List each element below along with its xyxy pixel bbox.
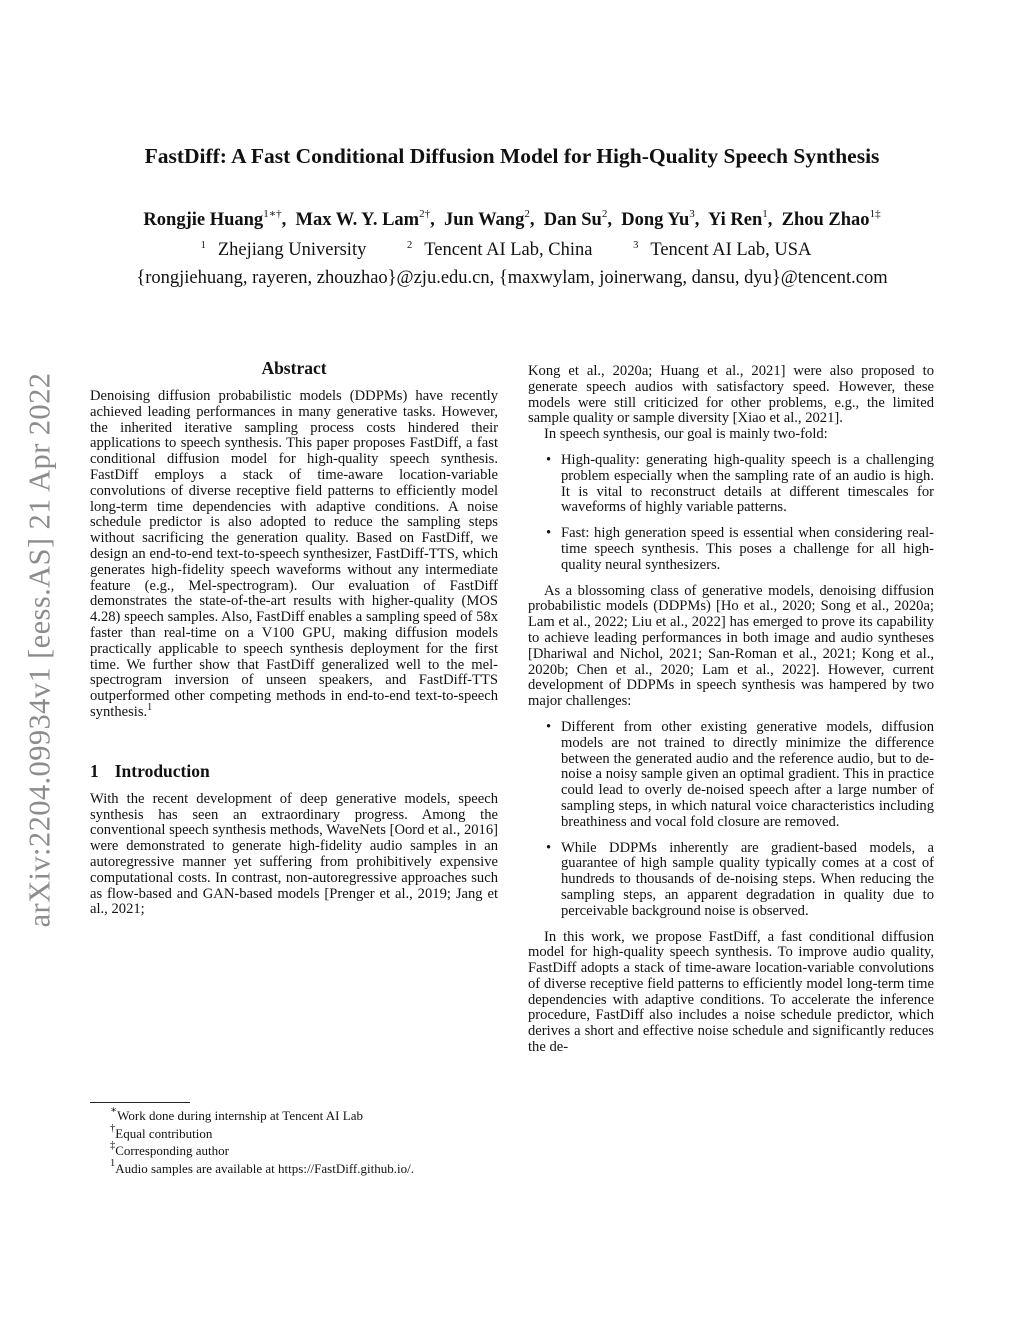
challenges-list xyxy=(528,720,934,920)
affiliation: $^1$ Zhejiang University xyxy=(200,240,367,260)
author: Max W. Y. Lam$^{2\dagger}$ xyxy=(295,208,431,230)
author: Yi Ren$^1$ xyxy=(707,208,768,230)
bullet-glyph: • xyxy=(546,839,552,856)
footnote-divider xyxy=(90,1102,190,1103)
arxiv-identifier-text: arXiv:2204.09934v1 [eess.AS] 21 Apr 2022 xyxy=(22,372,57,928)
affiliation: $^2$ Tencent AI Lab, China xyxy=(406,240,593,260)
footnote: †Equal contribution xyxy=(110,1122,213,1141)
author: Rongjie Huang$^{1∗\dagger}$ xyxy=(143,208,282,230)
paper-title: FastDiff: A Fast Conditional Diffusion Model for High-Quality Speech Synthesis xyxy=(144,144,880,168)
author-emails: {rongjiehuang, rayeren, zhouzhao}@zju.edu.cn, {maxwylam, joinerwang, dansu, dyu}@tencent.com xyxy=(136,268,888,288)
list-item: • Different from other existing generative models, diffusion models are not trained to directly minimize the difference between the generated audio and the reference audio, but to de-noise a noisy sample given an optimal gradient. This in practice could lead to overly de-noised speech after a large number of sampling steps, in which natural voice characteristics including breathiness and vocal fold closure are removed. xyxy=(546,718,934,830)
ddpm-paragraph: As a blossoming class of generative models, denoising diffusion probabilistic models (DDPMs) [Ho et al., 2020; Song et al., 2020a; Lam et al., 2022; Liu et al., 2022] has emerged to prove its capability to achieve leading performances in both image and audio syntheses [Dhariwal and Nichol, 2021; San-Roman et al., 2021; Kong et al., 2020b; Chen et al., 2020; Lam et al., 2022]. However, current development of DDPMs in speech synthesis was hampered by two major challenges: xyxy=(528,582,934,710)
arxiv-identifier-stamp xyxy=(20,345,60,955)
section-heading-introduction: 1 Introduction xyxy=(90,760,210,781)
bullet-glyph: • xyxy=(546,718,552,735)
abstract-body: Denoising diffusion probabilistic models (DDPMs) have recently achieved leading performances in many generative tasks. However, the inherited iterative sampling process costs hindered their applications to speech synthesis. This paper proposes FastDiff, a fast conditional diffusion model for high-quality speech synthesis. FastDiff employs a stack of time-aware location-variable convolutions of diverse receptive field patterns to efficiently model long-term time dependencies with adaptive conditions. A noise schedule predictor is also adopted to reduce the sampling steps without sacrificing the generation quality. Based on FastDiff, we design an end-to-end text-to-speech synthesizer, FastDiff-TTS, which generates high-fidelity speech waveforms without any intermediate feature (e.g., Mel-spectrogram). Our evaluation of FastDiff demonstrates the state-of-the-art results with higher-quality (MOS 4.28) speech samples. Also, FastDiff enables a sampling speed of 58x faster than real-time on a V100 GPU, making diffusion models practically applicable to speech synthesis deployment for the first time. We further show that FastDiff generalized well to the mel-spectrogram inversion of unseen speakers, and FastDiff-TTS outperformed other competing methods in end-to-end text-to-speech synthesis.$^1$ xyxy=(90,388,498,720)
footnote: ∗Work done during internship at Tencent AI Lab xyxy=(110,1105,363,1123)
list-item: • While DDPMs inherently are gradient-based models, a guarantee of high sample quality typically comes at a cost of hundreds to thousands of de-noising steps. When reducing the sampling steps, an apparent degradation in quality due to perceivable background noise is observed. xyxy=(546,839,934,919)
affiliation: $^3$ Tencent AI Lab, USA xyxy=(633,240,812,260)
footnote: ‡Corresponding author xyxy=(110,1140,229,1158)
author-list: Rongjie Huang$^{1∗\dagger}$, Max W. Y. Lam$^{2\dagger}$, Jun Wang$^2$, Dan Su$^2$, Dong Yu$^3$, Yi Ren$^1$, Zhou Zhao$^{1\ddagger}$ xyxy=(143,208,881,230)
author: Dong Yu$^3$ xyxy=(621,208,695,230)
left-column xyxy=(90,358,498,918)
footnote: $^1$Audio samples are available at https://FastDiff.github.io/. xyxy=(110,1157,414,1176)
author: Zhou Zhao$^{1\ddagger}$ xyxy=(781,208,881,230)
right-column xyxy=(528,364,934,1056)
goal-sentence: In speech synthesis, our goal is mainly two-fold: xyxy=(544,426,828,443)
this-work-paragraph: In this work, we propose FastDiff, a fast conditional diffusion model for high-quality speech synthesis. To improve audio quality, FastDiff adopts a stack of time-aware location-variable convolutions of diverse receptive field patterns to efficiently model long-term time dependencies with adaptive conditions. To accelerate the inference procedure, FastDiff also includes a noise schedule predictor, which derives a short and effective noise schedule and significantly reduces the de- xyxy=(528,928,934,1056)
intro-paragraph-continued: Kong et al., 2020a; Huang et al., 2021] were also proposed to generate speech audios with satisfactory speed. However, these models were still criticized for other problems, e.g., the limited sample quality or sample diversity [Xiao et al., 2021]. xyxy=(528,363,934,427)
author: Dan Su$^2$ xyxy=(543,208,608,230)
footnote-ref: 1 xyxy=(147,701,153,713)
list-item: • Fast: high generation speed is essential when considering real-time speech synthesis. This poses a challenge for all high-quality neural synthesizers. xyxy=(546,525,934,573)
intro-paragraph: With the recent development of deep generative models, speech synthesis has seen an extraordinary progress. Among the conventional speech synthesis methods, WaveNets [Oord et al., 2016] were demonstrated to generate high-fidelity audio samples in an autoregressive manner yet suffering from prohibitively expensive computational costs. In contrast, non-autoregressive approaches such as flow-based and GAN-based models [Prenger et al., 2019; Jang et al., 2021; xyxy=(90,790,498,918)
list-item: • High-quality: generating high-quality speech is a challenging problem especially when the sampling rate of an audio is high. It is vital to reconstruct details at different timescales for waveforms of highly variable patterns. xyxy=(546,451,934,516)
author: Jun Wang$^2$ xyxy=(443,208,530,230)
goals-list xyxy=(528,453,934,574)
abstract-heading: Abstract xyxy=(261,358,327,378)
affiliation-list xyxy=(40,240,984,261)
bullet-glyph: • xyxy=(546,451,552,468)
bullet-glyph: • xyxy=(546,525,552,542)
footnotes xyxy=(110,1107,510,1177)
